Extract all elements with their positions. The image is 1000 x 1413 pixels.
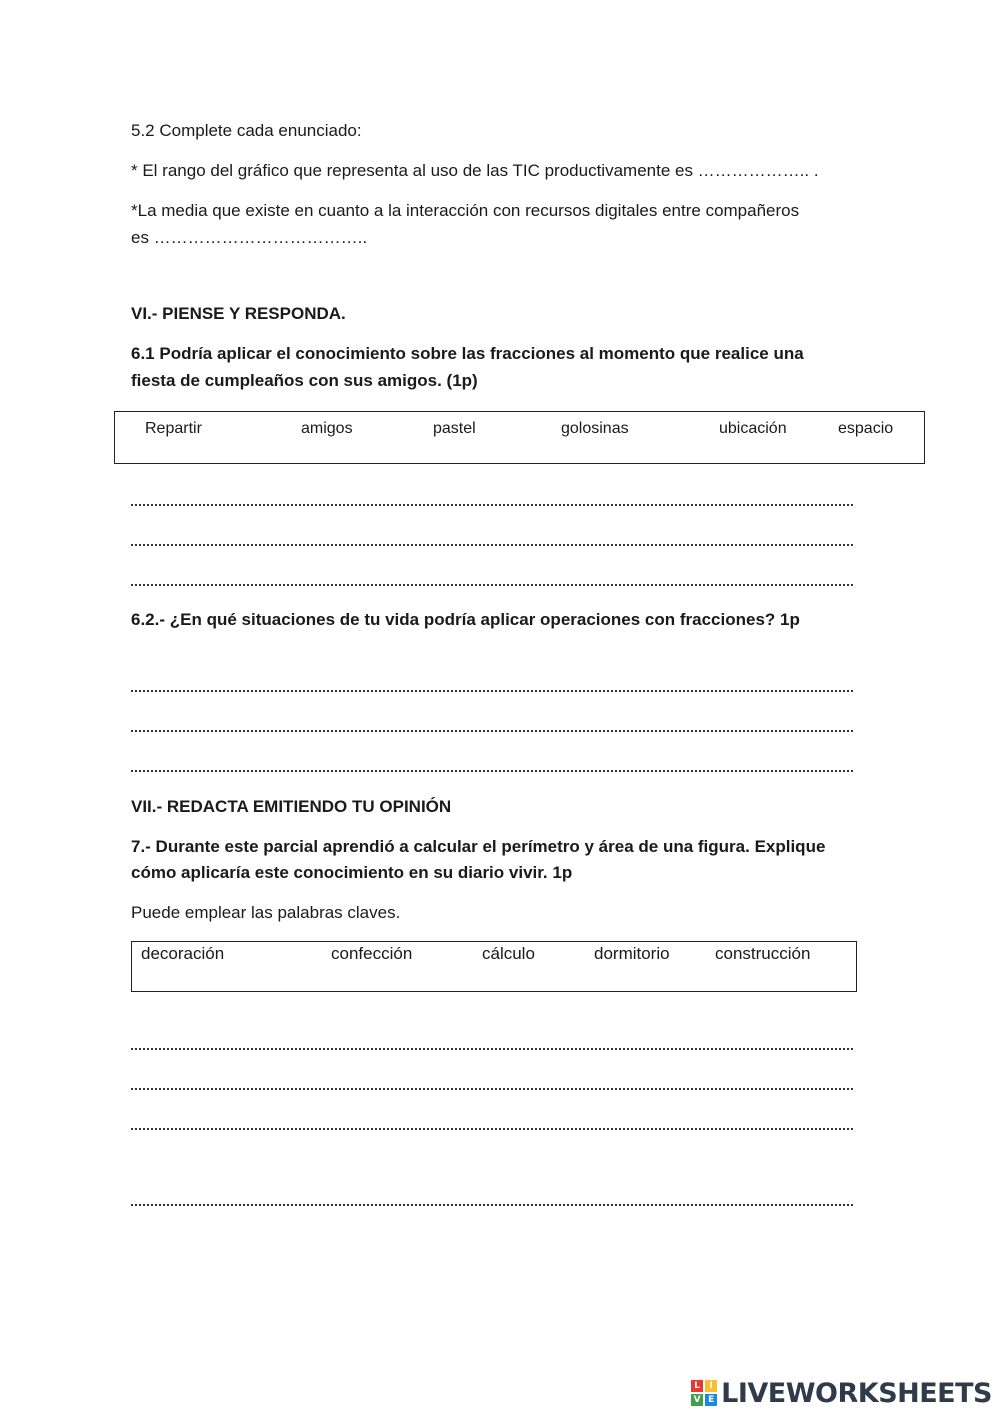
keyword: espacio <box>838 420 894 437</box>
statement-mean-line2: es ……………………………….. <box>131 228 368 247</box>
keywords-box-7 <box>131 941 857 992</box>
answer-line-7[interactable] <box>131 1194 853 1208</box>
keyword: dormitorio <box>594 944 670 963</box>
question-7-line2: cómo aplicaría este conocimiento en su diario vivir. 1p <box>131 863 573 882</box>
logo-tiles-icon <box>691 1380 717 1406</box>
answer-line-7[interactable] <box>131 1078 853 1092</box>
keyword: confección <box>331 944 413 963</box>
answer-line-6-1[interactable] <box>131 574 853 588</box>
answer-line-6-2[interactable] <box>131 680 853 694</box>
keyword: pastel <box>433 420 476 437</box>
answer-line-7[interactable] <box>131 1118 853 1132</box>
answer-line-6-1[interactable] <box>131 534 853 548</box>
keyword: cálculo <box>482 944 535 963</box>
keywords-hint: Puede emplear las palabras claves. <box>131 903 401 922</box>
keyword: decoración <box>141 944 225 963</box>
logo-text: LIVEWORKSHEETS <box>721 1377 992 1409</box>
answer-line-6-2[interactable] <box>131 760 853 774</box>
keyword: construcción <box>715 944 811 963</box>
logo-tile: V <box>691 1394 703 1406</box>
section-7-title: VII.- REDACTA EMITIENDO TU OPINIÓN <box>131 797 452 816</box>
keyword: amigos <box>301 420 353 437</box>
question-7-line1: 7.- Durante este parcial aprendió a calcular el perímetro y área de una figura. Explique <box>131 837 826 856</box>
question-6-1-line1: 6.1 Podría aplicar el conocimiento sobre las fracciones al momento que realice una <box>131 344 804 363</box>
keyword: Repartir <box>145 420 202 437</box>
answer-line-6-1[interactable] <box>131 494 853 508</box>
question-6-2: 6.2.- ¿En qué situaciones de tu vida podría aplicar operaciones con fracciones? 1p <box>131 610 800 629</box>
logo-tile: E <box>705 1394 717 1406</box>
logo-tile: I <box>705 1380 717 1392</box>
answer-line-7[interactable] <box>131 1038 853 1052</box>
keyword: ubicación <box>719 420 787 437</box>
section-5-2-heading: 5.2 Complete cada enunciado: <box>131 121 362 140</box>
statement-mean-line1: *La media que existe en cuanto a la interacción con recursos digitales entre compañeros <box>131 201 800 220</box>
question-6-1-line2: fiesta de cumpleaños con sus amigos. (1p) <box>131 371 478 390</box>
statement-range: * El rango del gráfico que representa al uso de las TIC productivamente es ……………….. . <box>131 161 819 180</box>
liveworksheets-logo[interactable] <box>691 1376 992 1410</box>
section-6-title: VI.- PIENSE Y RESPONDA. <box>131 304 346 323</box>
keywords-box-6-1 <box>114 411 925 464</box>
keyword: golosinas <box>561 420 629 437</box>
logo-tile: L <box>691 1380 703 1392</box>
answer-line-6-2[interactable] <box>131 720 853 734</box>
